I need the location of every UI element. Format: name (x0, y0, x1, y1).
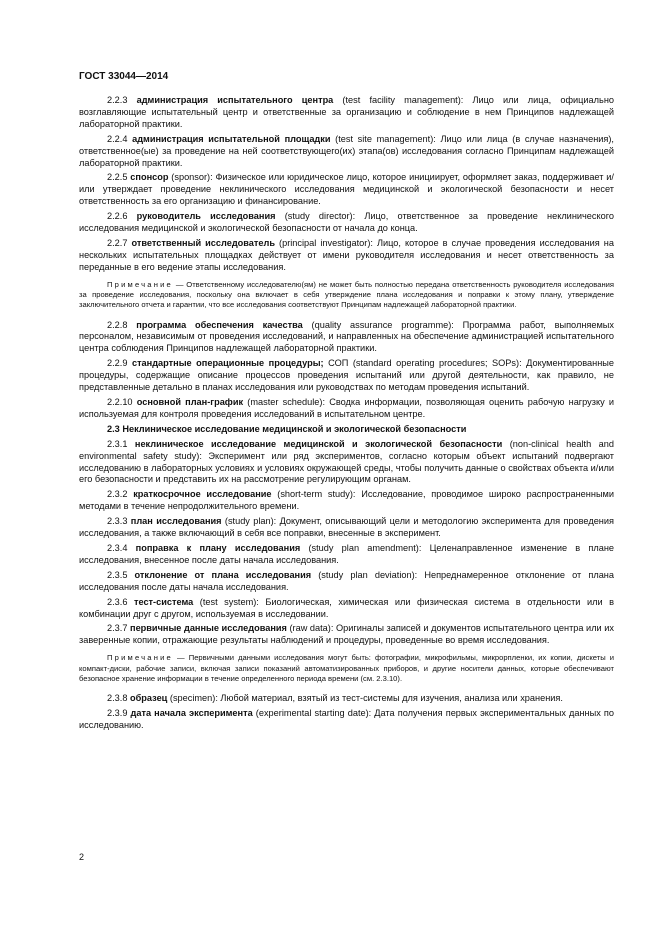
clause-number: 2.2.9 (107, 358, 128, 369)
clause-number: 2.3.1 (107, 438, 128, 449)
clause-number: 2.2.8 (107, 319, 128, 330)
clause-text: (test system): Биологическая, химическая или физическая система в отдельности или в комбинации друг с другом, используемая в исследовании. (79, 596, 614, 619)
clause-2-3-4 (79, 543, 614, 567)
clause-2-3-1 (79, 439, 614, 487)
note-responsible-investigator (79, 280, 614, 311)
section-heading-2-3: 2.3 Неклиническое исследование медицинской и экологической безопасности (107, 423, 467, 434)
clause-2-2-4 (79, 134, 614, 170)
document-body (79, 95, 614, 735)
note-label: Примечание (107, 653, 173, 663)
clause-number: 2.3.3 (107, 516, 128, 527)
clause-number: 2.2.4 (107, 133, 128, 144)
clause-text: (quality assurance programme): Программа работ, выполняемых персоналом, независимым от проведения исследований, и направленных на обеспечение администрацией испытательного центра соблюдения Принципов надлежащей лабораторной практики. (79, 319, 614, 354)
clause-text: СОП (standard operating procedures; SOPs): Документированные процедуры, содержащие описание процессов проведения испытаний или другой деятельности, как правило, не представленные детально в планах исследования или руководствах по методам проведения испытаний. (79, 358, 614, 393)
clause-term: тест-система (133, 596, 194, 607)
clause-2-3-5 (79, 570, 614, 594)
clause-text: (study director): Лицо, ответственное за проведение неклинического исследования медицинской и экологической безопасности от начала до конца. (79, 211, 615, 234)
clause-number: 2.2.3 (107, 95, 128, 105)
clause-text: (short-term study): Исследование, проводимое широко распространенными методами в течение непродолжительного времени. (79, 489, 614, 512)
clause-term: спонсор (130, 172, 169, 183)
note-text: — Ответственному исследователю(ям) не может быть полностью передана ответственность руководителя исследования за проведение исследования, поскольку она включает в себя утверждение плана исследования и поправки к этому плану, утверждение заключительного отчета и гарантии, что все исследования соответствуют Принципам надлежащей лабораторной практики. (79, 279, 614, 310)
clause-term: поправка к плану исследования (135, 542, 301, 553)
clause-text: (study plan amendment): Целенаправленное изменение в плане исследования, внесенное после даты начала исследования. (79, 542, 615, 565)
clause-text: (study plan deviation): Непреднамеренное отклонение от плана исследования после даты начала исследования. (79, 569, 614, 592)
clause-2-3-8 (79, 693, 614, 705)
clause-2-2-5 (79, 172, 614, 208)
clause-2-2-7 (79, 238, 614, 274)
clause-term: ответственный исследователь (131, 237, 275, 248)
clause-number: 2.2.10 (107, 397, 133, 408)
clause-text: (test facility management): Лицо или лица, официально возглавляющие испытательный центр и ответственные за организацию и соблюдение в нем Принципов надлежащей лабораторной практики. (79, 95, 614, 129)
clause-text: (experimental starting date): Дата получения первых экспериментальных данных по исследованию. (79, 708, 614, 730)
clause-text: (sponsor): Физическое или юридическое лицо, которое инициирует, оформляет заказ, поддерживает и/или утверждает проведение неклинического исследования медицинской и экологической безопасности и несет ответственность за его организацию и финансирование. (79, 172, 614, 207)
clause-term: отклонение от плана исследования (134, 569, 312, 580)
clause-2-2-9 (79, 358, 614, 394)
clause-term: неклиническое исследование медицинской и экологической безопасности (134, 438, 503, 449)
clause-number: 2.2.7 (107, 237, 128, 248)
clause-term: руководитель исследования (136, 211, 276, 222)
clause-text: (raw data): Оригиналы записей и документов испытательного центра или их заверенные копии, отражающие результаты наблюдений и процедуры, проведенные во время исследования. (79, 623, 614, 646)
clause-2-3-9 (79, 708, 614, 732)
clause-2-3-7 (79, 623, 614, 647)
clause-text: (principal investigator): Лицо, которое в случае проведения исследования на нескольких испытательных площадках действует от имени руководителя исследования и несет ответственность за переданные в его ведение этапы исследования. (79, 237, 614, 272)
page-number: 2 (79, 852, 85, 862)
clause-text: (specimen): Любой материал, взятый из тест-системы для изучения, анализа или хранения. (167, 693, 563, 704)
clause-text: (non-clinical health and environmental safety study): Эксперимент или ряд экспериментов, согласно которым объект испытаний подвергают исследованию в лабораторных условиях и условиях окружающей среды, чтобы получить данные о свойствах объекта и/или его безопасности и представить их на рассмотрение регулирующим органам. (79, 438, 614, 485)
clause-number: 2.3.7 (107, 623, 128, 634)
clause-text: (test site management): Лицо или лица (в случае назначения), ответственное(ые) за проведение на ней соответствующего(их) этапа(ов) исследования согласно Принципам надлежащей лабораторной практики. (79, 133, 614, 168)
clause-term: образец (130, 693, 168, 704)
clause-2-3-2 (79, 489, 614, 513)
document-header: ГОСТ 33044—2014 (79, 71, 169, 82)
clause-term: основной план-график (136, 397, 244, 408)
clause-number: 2.3.6 (107, 596, 128, 607)
note-raw-data (79, 653, 614, 684)
clause-term: администрация испытательного центра (136, 95, 334, 105)
clause-term: программа обеспечения качества (136, 319, 303, 330)
clause-2-2-3 (79, 95, 614, 131)
clause-term: стандартные операционные процедуры; (131, 358, 324, 369)
note-label: Примечание (107, 279, 173, 289)
clause-2-2-10 (79, 397, 614, 421)
clause-term: краткосрочное исследование (133, 489, 272, 500)
clause-term: администрация испытательной площадки (132, 133, 331, 144)
clause-term: первичные данные исследования (130, 623, 287, 634)
clause-number: 2.3.2 (107, 489, 128, 500)
clause-2-3-3 (79, 516, 614, 540)
clause-2-2-8 (79, 320, 614, 356)
clause-text: (master schedule): Сводка информации, позволяющая оценить рабочую нагрузку и используемая для контроля проведения исследований в испытательном центре. (79, 397, 615, 419)
clause-number: 2.2.6 (107, 211, 128, 222)
clause-number: 2.3.4 (107, 542, 128, 553)
note-text: — Первичными данными исследования могут быть: фотографии, микрофильмы, микрорпленки, их копии, дискеты и компакт-диски, рабочие записи, включая записи показаний автоматизированных приборов, и другие носители данных, которые обеспечивают безопасное хранение информации в течение определенного периода времени (см. 2.3.10). (79, 653, 614, 683)
clause-term: дата начала эксперимента (130, 708, 253, 719)
clause-number: 2.2.5 (107, 172, 128, 183)
clause-2-3-6 (79, 597, 614, 621)
clause-number: 2.3.5 (107, 569, 128, 580)
clause-term: план исследования (130, 516, 222, 527)
clause-2-2-6 (79, 211, 614, 235)
clause-number: 2.3.8 (107, 693, 128, 704)
clause-text: (study plan): Документ, описывающий цели и методологию эксперимента для проведения исследования, а также включающий в себя все поправки, внесенные в эксперимент. (79, 516, 614, 539)
clause-number: 2.3.9 (107, 708, 128, 719)
